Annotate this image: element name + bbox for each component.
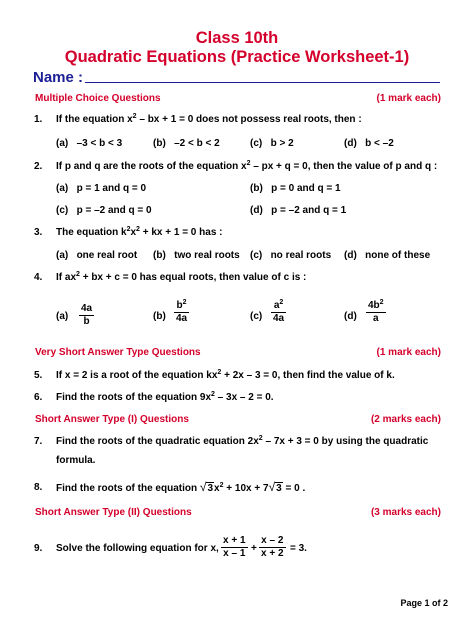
q8-number: 8. <box>34 482 43 493</box>
q3-number: 3. <box>34 227 43 238</box>
q4-option-d-label: (d) <box>344 311 357 322</box>
q5-number: 5. <box>34 370 43 381</box>
q2-number: 2. <box>34 161 43 172</box>
q4-option-c-label: (c) <box>250 311 263 322</box>
q1-option-d: (d) b < –2 <box>344 138 394 149</box>
q1-text: If the equation $x^2$ – bx + 1 = 0 does not possess real roots, then : <box>56 113 362 125</box>
section-sa2-marks: (3 marks each) <box>370 507 441 518</box>
q2-option-a: (a) p = 1 and q = 0 <box>56 183 147 194</box>
q4-option-b-fraction: $\frac{b^2}{4a}$ <box>176 299 188 324</box>
q2-text: If p and q are the roots of the equation $x^2$ – px + q = 0, then the value of p and q : <box>56 160 438 172</box>
q3-text: The equation $k^2x^2$ + kx + 1 = 0 has : <box>56 226 223 238</box>
q9-plus: + <box>251 543 257 554</box>
q9-number: 9. <box>34 543 43 554</box>
q6-text: Find the roots of the equation $9x^2 - 3x - 2 = 0$. <box>56 391 274 403</box>
q3-option-c: (c) no real roots <box>250 250 332 261</box>
section-mcq-title: Multiple Choice Questions <box>35 93 161 104</box>
q9-equals: = 3. <box>290 543 307 554</box>
sqrt-symbol-1: √3 <box>199 480 214 494</box>
q2-option-c: (c) p = –2 and q = 0 <box>56 205 152 216</box>
name-label: Name : <box>33 69 84 86</box>
q2-option-d: (d) p = –2 and q = 1 <box>250 205 347 216</box>
q4-text: If $ax^2$ + bx + c = 0 has equal roots, then value of c is : <box>56 271 307 283</box>
q4-option-c-fraction: $\frac{a^2}{4a}$ <box>273 299 285 324</box>
q7-text: Find the roots of the quadratic equation $2x^2 - 7x + 3 = 0$ by using the quadratic <box>56 435 429 447</box>
q1-option-c: (c) b > 2 <box>250 138 294 149</box>
q1-option-b: (b) –2 < b < 2 <box>153 138 220 149</box>
section-vsa-marks: (1 mark each) <box>376 347 441 358</box>
q3-option-b: (b) two real roots <box>153 250 240 261</box>
q7-text-line2: formula. <box>56 455 96 466</box>
title-line-2: Quadratic Equations (Practice Worksheet-1) <box>64 48 410 66</box>
section-vsa-title: Very Short Answer Type Questions <box>35 347 201 358</box>
q3-option-d: (d) none of these <box>344 250 431 261</box>
q4-number: 4. <box>34 272 43 283</box>
q4-option-d-fraction: $\frac{4b^2}{a}$ <box>368 299 384 324</box>
q6-number: 6. <box>34 392 43 403</box>
sqrt-symbol-2: √3 <box>268 480 282 494</box>
title-line-1: Class 10th <box>195 29 279 47</box>
section-sa1-title: Short Answer Type (I) Questions <box>35 414 189 425</box>
q9-text: Solve the following equation for x, <box>56 543 219 554</box>
q2-option-b: (b) p = 0 and q = 1 <box>250 183 341 194</box>
section-sa1-marks: (2 marks each) <box>370 414 441 425</box>
q1-number: 1. <box>34 114 43 125</box>
q4-option-a-fraction: $\frac{4a}{b}$ <box>81 303 93 327</box>
q5-text: If x = 2 is a root of the equation $kx^2 + 2x - 3 = 0$, then find the value of k. <box>56 369 395 381</box>
q1-option-a: (a) –3 < b < 3 <box>56 138 123 149</box>
q3-option-a: (a) one real root <box>56 250 138 261</box>
q8-text: Find the roots of the equation $√3x^2 + 10x + 7√3 = 0$ . <box>56 480 306 494</box>
q9-fraction-2: $\frac{x - 2}{x + 2}$ <box>261 535 284 559</box>
section-mcq-marks: (1 mark each) <box>376 93 441 104</box>
name-blank-line[interactable] <box>85 82 440 83</box>
q4-option-b-label: (b) <box>153 311 166 322</box>
section-sa2-title: Short Answer Type (II) Questions <box>35 507 192 518</box>
page-number: Page 1 of 2 <box>400 598 448 608</box>
q7-number: 7. <box>34 436 43 447</box>
q4-option-a-label: (a) <box>56 311 69 322</box>
q9-fraction-1: $\frac{x + 1}{x - 1}$ <box>223 535 246 559</box>
